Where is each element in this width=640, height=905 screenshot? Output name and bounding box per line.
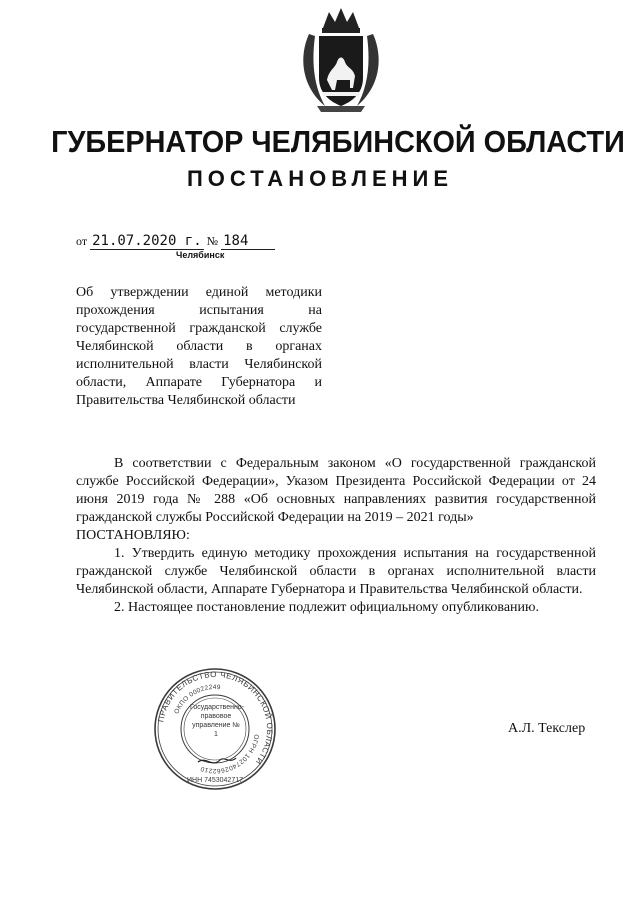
item-2-paragraph: 2. Настоящее постановление подлежит официальному опубликованию. (114, 600, 539, 615)
signatory-name: А.Л. Текслер (508, 721, 586, 736)
document-number: 184 (221, 233, 275, 250)
item-1-paragraph: 1. Утвердить единую методику прохождения испытания на государственной гражданской службе Челябинской области в органах исполнительной власти Челябинской области, Аппарате Губернатора и Правительства Челябинской области. (76, 546, 596, 597)
seal-ring-text: ПРАВИТЕЛЬСТВО ЧЕЛЯБИНСКОЙ ОБЛАСТИ (156, 669, 275, 767)
svg-text:ОГРН 1027402662210 (200, 734, 260, 774)
date-number-line (76, 233, 275, 250)
decree-word: ПОСТАНОВЛЯЮ: (76, 528, 190, 543)
document-type: ПОСТАНОВЛЕНИЕ (186, 166, 454, 191)
seal-inn: ИНН 7453042717 (186, 777, 244, 784)
document-body (76, 455, 596, 617)
document-subject: Об утверждении единой методики прохождения испытания на государственной гражданской службе Челябинской области в органах исполнительной власти Челябинской области, Аппарате Губернатора и Правительства Челябинской области (76, 285, 322, 408)
city-label: Челябинск (176, 250, 225, 260)
preamble-paragraph: В соответствии с Федеральным законом «О государственной гражданской службе Российской Федерации», Указом Президента Российской Федерации от 24 июня 2019 года № 288 «Об основных направлениях развития государственной гражданской службы Российской Федерации на 2019 – 2021 годы» (76, 456, 596, 525)
number-prefix: № (206, 234, 219, 248)
coat-of-arms-icon (295, 6, 387, 114)
seal-okpo: ОКПО 00022249 (173, 683, 221, 716)
seal-ogrn: ОГРН 1027402662210 (199, 733, 260, 775)
date-prefix: от (76, 234, 88, 248)
seal-center-text: Государственно-правовое управление № 1 (190, 704, 245, 738)
issuer-title: ГУБЕРНАТОР ЧЕЛЯБИНСКОЙ ОБЛАСТИ (51, 124, 625, 159)
document-date: 21.07.2020 г. (92, 233, 202, 249)
